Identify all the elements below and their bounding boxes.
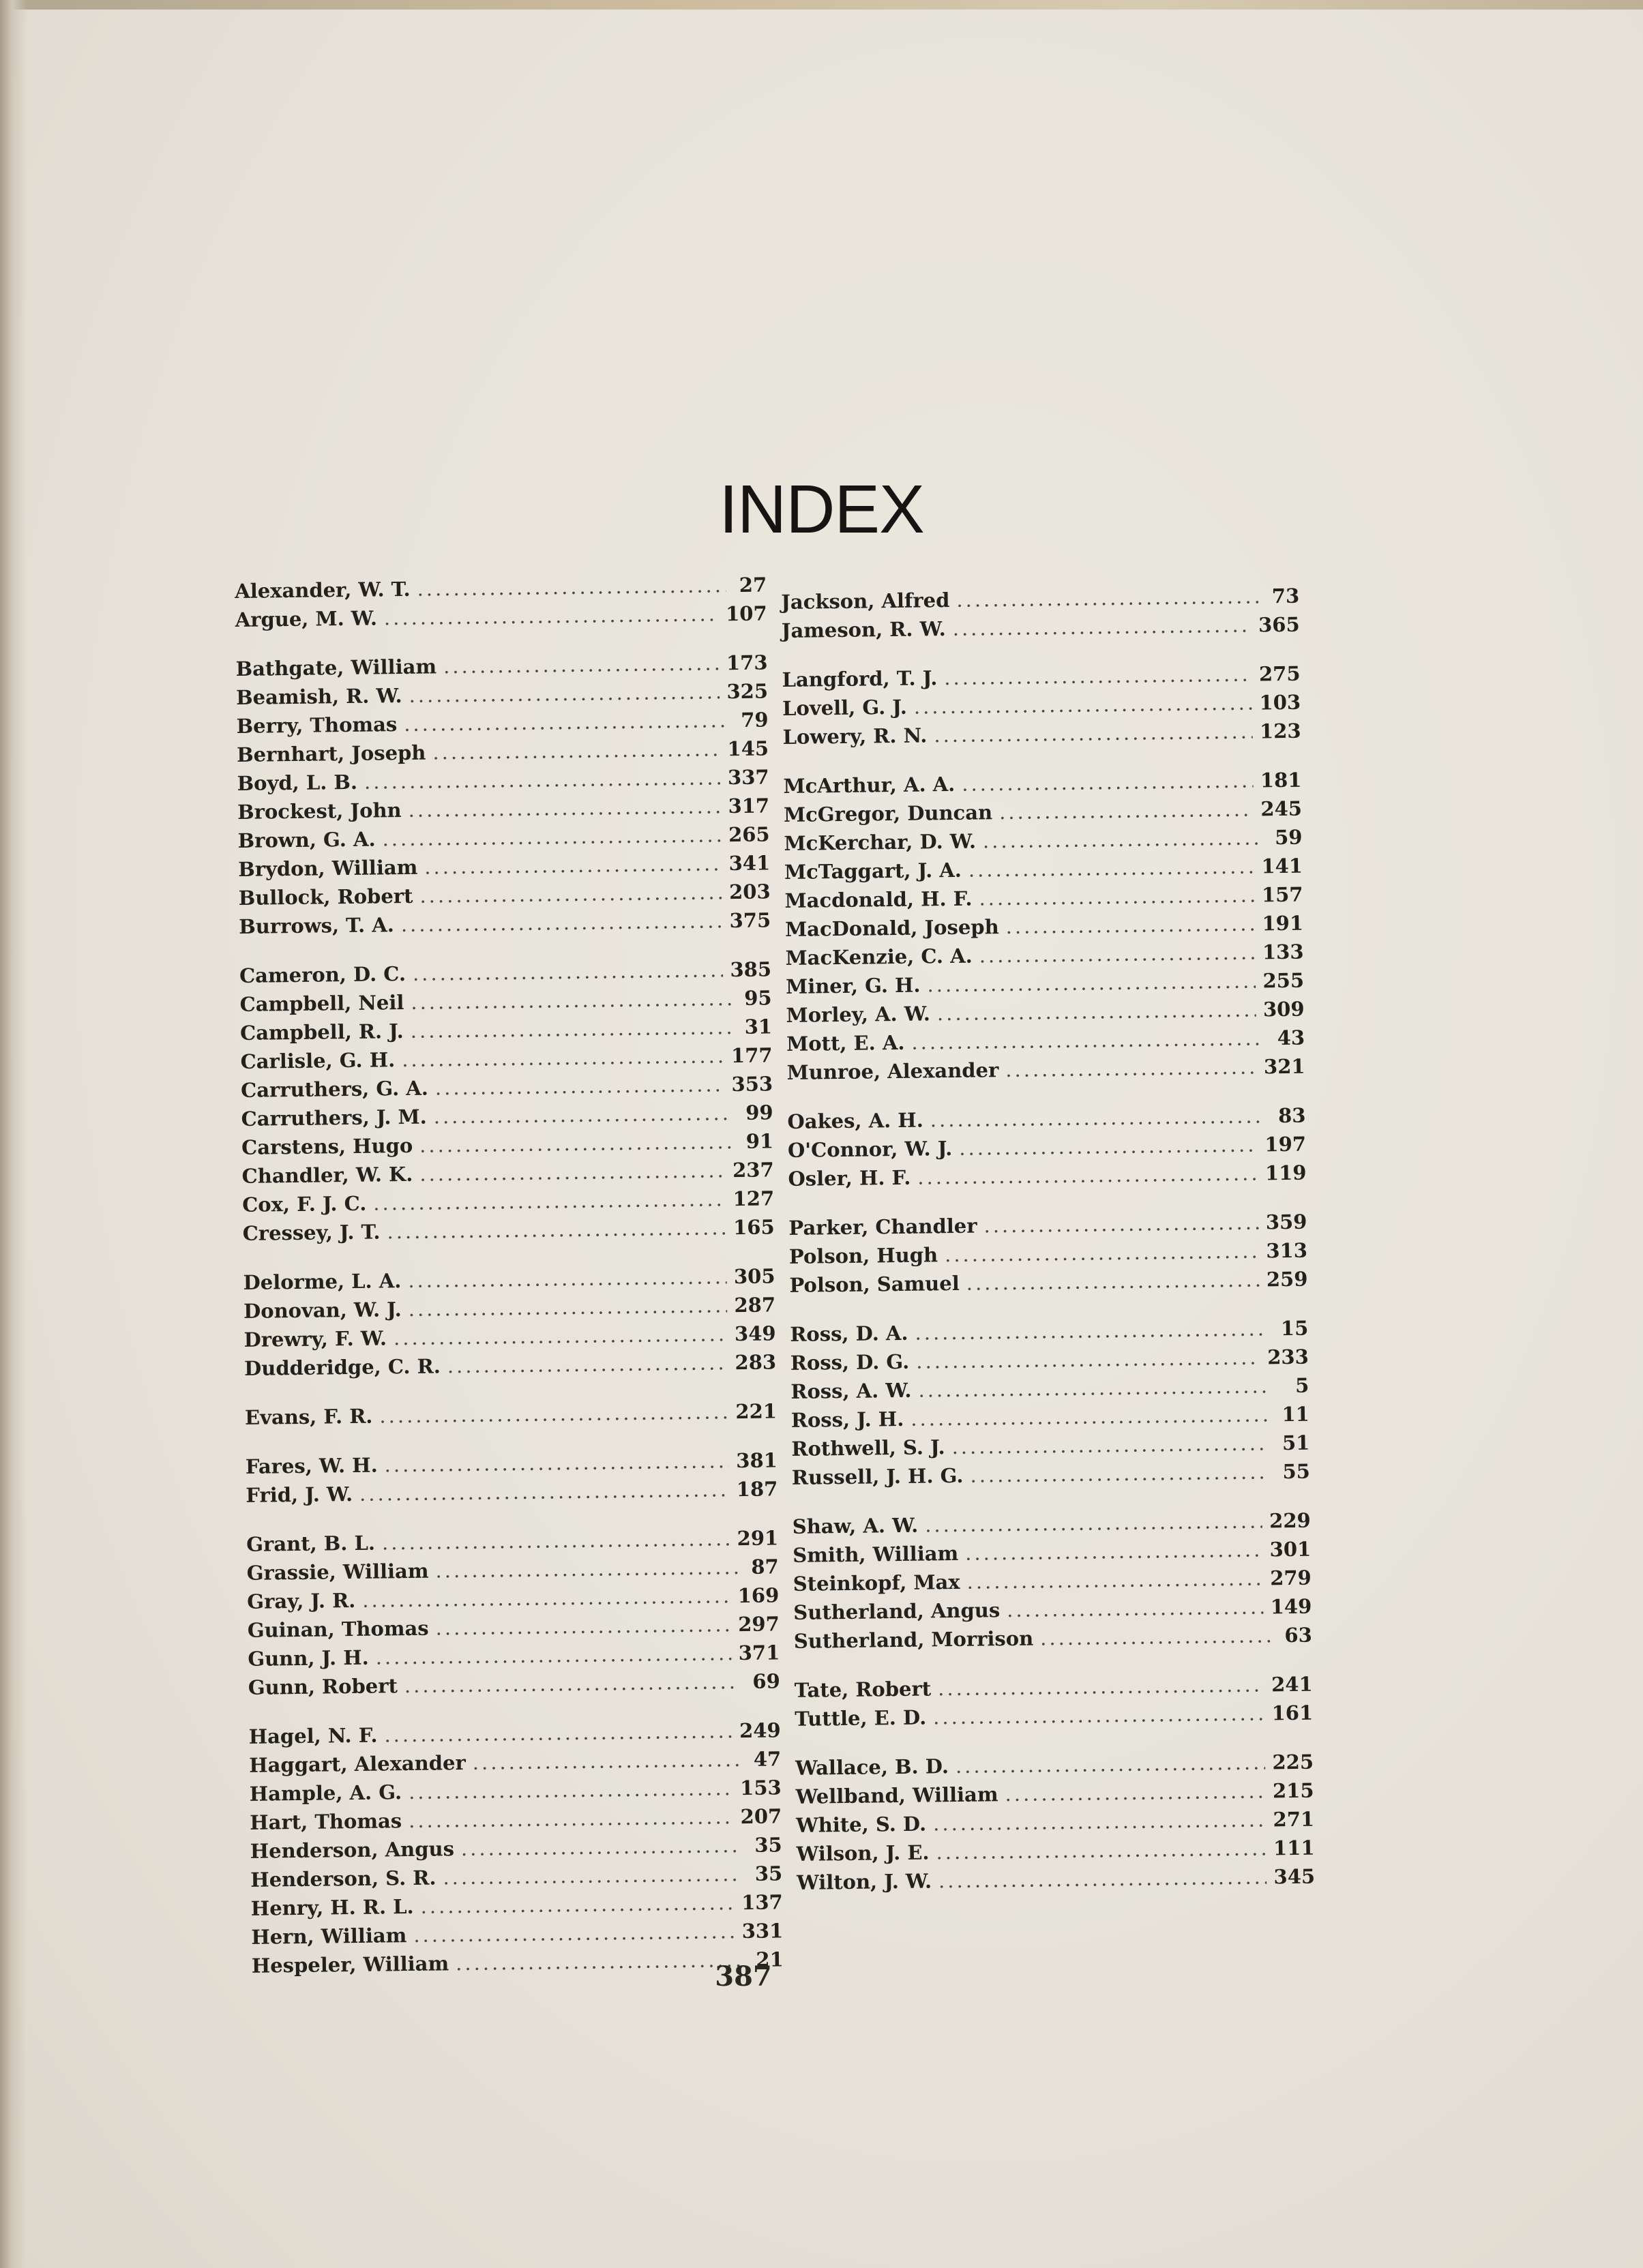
- index-entry-page: 165: [732, 1215, 775, 1240]
- index-entry-page: 325: [726, 679, 769, 704]
- index-entry-name: White, S. D.: [795, 1812, 927, 1837]
- index-entry-page: 309: [1262, 997, 1305, 1021]
- index-entry-name: Bernhart, Joseph: [236, 741, 426, 766]
- dot-leader: [443, 651, 720, 678]
- index-entry-page: 123: [1259, 719, 1301, 743]
- index-entry: [797, 1865, 1315, 1900]
- index-entry-name: MacDonald, Joseph: [784, 915, 999, 941]
- index-entry-page: 353: [731, 1072, 773, 1096]
- index-entry-name: Carstens, Hugo: [241, 1133, 413, 1159]
- dot-leader: [413, 1920, 735, 1947]
- index-letter-group: [246, 1526, 780, 1705]
- index-entry-page: 73: [1271, 584, 1300, 608]
- dot-leader: [956, 1750, 1266, 1778]
- dot-leader: [938, 1865, 1267, 1892]
- index-entry-name: Guinan, Thomas: [247, 1616, 429, 1642]
- index-entry: [786, 1055, 1305, 1090]
- index-entry-name: Beamish, R. W.: [235, 684, 402, 709]
- dot-leader: [937, 998, 1257, 1026]
- index-entry-page: 365: [1258, 612, 1300, 637]
- dot-leader: [951, 1431, 1269, 1459]
- index-entry-page: 215: [1272, 1778, 1314, 1803]
- index-entry-page: 305: [733, 1264, 775, 1289]
- dot-leader: [384, 602, 720, 629]
- dot-leader: [936, 1836, 1267, 1864]
- index-entry-name: Brydon, William: [237, 855, 418, 881]
- index-entry-name: McKerchar, D. W.: [784, 829, 977, 855]
- index-entry-page: 119: [1264, 1161, 1307, 1185]
- dot-leader: [934, 720, 1253, 747]
- dot-leader: [917, 1162, 1258, 1189]
- index-entry-page: 297: [738, 1612, 780, 1637]
- index-entry-name: Ross, D. A.: [790, 1321, 908, 1346]
- dot-leader: [914, 691, 1253, 719]
- dot-leader: [409, 1805, 734, 1832]
- index-entry-page: 313: [1266, 1238, 1308, 1263]
- index-letter-group: [243, 1264, 776, 1386]
- index-column-left: [235, 573, 784, 2003]
- index-entry-name: McGregor, Duncan: [783, 801, 993, 826]
- index-entry-name: Lovell, G. J.: [782, 695, 908, 720]
- index-entry-name: Jackson, Alfred: [781, 588, 950, 614]
- index-entry-page: 331: [741, 1919, 784, 1943]
- index-entry-page: 157: [1261, 882, 1303, 907]
- index-entry-name: Henry, H. R. L.: [250, 1894, 414, 1920]
- dot-leader: [918, 1374, 1268, 1401]
- index-entry-page: 301: [1269, 1537, 1312, 1562]
- index-entry-name: Tuttle, E. D.: [795, 1705, 927, 1731]
- index-entry-name: Ross, J. H.: [790, 1407, 904, 1432]
- index-entry-name: Gunn, Robert: [248, 1674, 398, 1699]
- index-letter-group: [246, 1448, 778, 1512]
- index-entry-name: Frid, J. W.: [246, 1482, 353, 1507]
- dot-leader: [382, 823, 722, 850]
- index-entry-name: Polson, Samuel: [789, 1271, 960, 1297]
- dot-leader: [424, 852, 722, 878]
- dot-leader: [970, 1460, 1269, 1487]
- index-entry-name: Mott, E. A.: [786, 1030, 905, 1056]
- index-entry-name: Berry, Thomas: [236, 713, 398, 738]
- index-entry-name: Hagel, N. F.: [248, 1723, 378, 1748]
- index-entry-page: 375: [729, 908, 771, 933]
- dot-leader: [408, 1265, 727, 1292]
- index-entry-page: 191: [1262, 911, 1304, 936]
- dot-leader: [933, 1701, 1265, 1729]
- index-entry-name: Miner, G. H.: [785, 973, 921, 998]
- index-entry: [239, 908, 771, 944]
- index-entry-name: Hespeler, William: [251, 1952, 449, 1978]
- index-entry-name: Gray, J. R.: [247, 1588, 356, 1613]
- dot-leader: [966, 1268, 1260, 1295]
- index-entry-page: 337: [727, 765, 769, 790]
- index-entry-page: 291: [737, 1526, 779, 1551]
- index-entry-page: 87: [751, 1555, 779, 1579]
- index-entry-page: 133: [1262, 940, 1304, 964]
- index-letter-group: [782, 662, 1301, 754]
- dot-leader: [1005, 1056, 1257, 1082]
- index-letter-group: [235, 651, 771, 943]
- page-number: 387: [715, 1960, 772, 1993]
- index-entry-page: 111: [1273, 1836, 1315, 1860]
- index-entry-name: Steinkopf, Max: [793, 1570, 960, 1596]
- index-entry-page: 283: [735, 1350, 777, 1375]
- index-entry-page: 161: [1271, 1701, 1314, 1725]
- index-entry-page: 31: [744, 1015, 773, 1039]
- index-entry-page: 341: [728, 851, 771, 876]
- dot-leader: [375, 1641, 731, 1669]
- dot-leader: [1007, 1595, 1264, 1622]
- index-entry-page: 69: [752, 1669, 781, 1693]
- index-entry-page: 153: [739, 1776, 782, 1800]
- index-entry-page: 385: [730, 957, 772, 982]
- index-entry: [248, 1669, 780, 1705]
- dot-leader: [409, 680, 720, 707]
- dot-leader: [933, 1808, 1267, 1835]
- index-entry-page: 11: [1282, 1402, 1310, 1427]
- index-entry-page: 241: [1271, 1672, 1313, 1697]
- dot-leader: [419, 1159, 726, 1185]
- dot-leader: [419, 880, 722, 907]
- dot-leader: [915, 1317, 1267, 1344]
- index-entry-name: MacKenzie, C. A.: [785, 944, 973, 970]
- dot-leader: [953, 614, 1252, 640]
- dot-leader: [435, 1555, 738, 1582]
- dot-leader: [925, 1509, 1262, 1536]
- index-entry-name: Carruthers, G. A.: [240, 1076, 429, 1102]
- index-entry-page: 181: [1260, 768, 1302, 792]
- index-entry: [235, 601, 767, 637]
- index-entry: [782, 719, 1301, 754]
- dot-leader: [962, 769, 1254, 796]
- index-entry-name: Macdonald, H. F.: [784, 886, 973, 912]
- dot-leader: [417, 573, 726, 601]
- dot-leader: [447, 1351, 728, 1377]
- index-entry-name: Parker, Chandler: [788, 1214, 977, 1240]
- index-entry-page: 245: [1260, 796, 1303, 821]
- dot-leader: [384, 1719, 732, 1746]
- index-entry-page: 145: [727, 736, 769, 761]
- dot-leader: [432, 737, 721, 764]
- index-entry-page: 79: [741, 708, 769, 732]
- index-entry-name: Brown, G. A.: [237, 827, 376, 852]
- dot-leader: [461, 1834, 741, 1860]
- dot-leader: [387, 1216, 726, 1243]
- index-entry-name: Wilton, J. W.: [796, 1869, 932, 1894]
- index-letter-group: [794, 1673, 1313, 1736]
- index-entry-name: Jameson, R. W.: [781, 617, 946, 642]
- index-entry-name: Boyd, L. B.: [237, 770, 358, 795]
- index-entry-name: Burrows, T. A.: [239, 913, 395, 938]
- page-binding-edge: [0, 0, 27, 2268]
- index-entry-name: Hart, Thomas: [250, 1809, 402, 1834]
- index-entry-page: 43: [1277, 1026, 1305, 1050]
- dot-leader: [1005, 1779, 1266, 1806]
- index-entry-page: 177: [730, 1043, 773, 1068]
- index-entry-page: 259: [1266, 1267, 1308, 1292]
- index-entry: [792, 1460, 1310, 1495]
- index-entry-page: 21: [756, 1948, 784, 1971]
- index-entry: [246, 1477, 778, 1512]
- index-entry-name: Cameron, D. C.: [239, 961, 406, 987]
- index-entry-name: Campbell, Neil: [239, 991, 404, 1016]
- index-entry-name: Argue, M. W.: [235, 606, 378, 631]
- page-top-edge: [0, 0, 1643, 10]
- dot-leader: [938, 1673, 1264, 1700]
- index-entry-page: 95: [743, 986, 772, 1010]
- index-entry-page: 197: [1264, 1132, 1307, 1157]
- index-entry-page: 55: [1282, 1459, 1311, 1484]
- index-entry-page: 287: [734, 1293, 776, 1317]
- index-entry-name: Russell, J. H. G.: [791, 1463, 964, 1489]
- index-letter-group: [249, 1718, 784, 1983]
- dot-leader: [394, 1322, 728, 1349]
- dot-leader: [965, 1538, 1263, 1564]
- dot-leader: [944, 663, 1252, 690]
- index-letter-group: [239, 957, 775, 1250]
- index-entry-page: 271: [1273, 1807, 1315, 1832]
- index-entry-name: Henderson, S. R.: [250, 1866, 436, 1892]
- index-entry-name: Donovan, W. J.: [243, 1298, 402, 1323]
- dot-leader: [983, 826, 1262, 852]
- index-entry-name: Campbell, R. J.: [239, 1019, 404, 1045]
- dot-leader: [409, 1776, 733, 1804]
- index-entry-name: Tate, Robert: [794, 1677, 932, 1702]
- index-entry-name: Cressey, J. T.: [242, 1220, 381, 1245]
- index-entry-page: 237: [732, 1158, 774, 1182]
- index-entry-page: 47: [753, 1747, 782, 1771]
- index-entry-page: 221: [735, 1399, 778, 1424]
- index-entry-page: 381: [736, 1448, 778, 1473]
- index-entry-page: 187: [736, 1477, 778, 1502]
- index-entry-page: 371: [738, 1641, 780, 1665]
- index-entry-name: Gunn, J. H.: [248, 1645, 369, 1671]
- index-entry-name: McArthur, A. A.: [783, 772, 956, 798]
- dot-leader: [373, 1187, 726, 1214]
- dot-leader: [911, 1403, 1269, 1430]
- index-entry-name: Evans, F. R.: [244, 1404, 373, 1429]
- dot-leader: [959, 1133, 1258, 1160]
- dot-leader: [473, 1748, 741, 1774]
- index-entry-name: Langford, T. J.: [782, 666, 938, 691]
- index-entry-name: Henderson, Angus: [250, 1837, 455, 1863]
- dot-leader: [401, 909, 723, 936]
- index-entry-page: 225: [1272, 1750, 1314, 1774]
- index-entry-page: 321: [1263, 1054, 1305, 1079]
- index-entry-name: Wellband, William: [795, 1782, 998, 1808]
- index-entry-name: Ross, D. G.: [790, 1349, 910, 1375]
- index-entry-name: Brockest, John: [237, 799, 402, 824]
- index-entry-page: 15: [1280, 1316, 1309, 1341]
- index-letter-group: [245, 1399, 777, 1435]
- index-entry-page: 265: [728, 822, 770, 847]
- dot-leader: [359, 1478, 730, 1506]
- dot-leader: [364, 766, 721, 793]
- index-entry-name: Fares, W. H.: [245, 1453, 378, 1478]
- dot-leader: [408, 794, 721, 822]
- dot-leader: [911, 1026, 1264, 1054]
- index-entry-page: 35: [754, 1833, 782, 1857]
- dot-leader: [384, 1449, 729, 1476]
- index-entry-page: 349: [734, 1322, 776, 1346]
- index-entry-name: Hample, A. G.: [249, 1780, 402, 1806]
- index-entry-page: 203: [728, 880, 771, 904]
- index-entry-page: 51: [1282, 1431, 1310, 1455]
- index-entry-name: Polson, Hugh: [788, 1243, 938, 1268]
- dot-leader: [404, 1670, 739, 1697]
- dot-leader: [362, 1584, 731, 1612]
- dot-leader: [930, 1104, 1265, 1131]
- dot-leader: [379, 1400, 728, 1427]
- index-entry: [243, 1215, 775, 1251]
- index-entry-name: Munroe, Alexander: [786, 1058, 999, 1084]
- index-entry: [795, 1701, 1313, 1736]
- dot-leader: [411, 1015, 732, 1043]
- dot-leader: [979, 941, 1256, 968]
- dot-leader: [420, 1891, 735, 1918]
- dot-leader: [443, 1862, 741, 1889]
- index-entry-name: Lowery, R. N.: [782, 723, 928, 749]
- index-entry-page: 149: [1270, 1594, 1312, 1619]
- index-entry-page: 173: [726, 651, 768, 675]
- index-entry: [245, 1399, 777, 1435]
- index-entry-name: Drewry, F. W.: [243, 1326, 387, 1352]
- index-entry-name: Grant, B. L.: [246, 1531, 376, 1556]
- index-entry-page: 249: [739, 1718, 781, 1743]
- dot-leader: [966, 1566, 1263, 1593]
- index-letter-group: [783, 769, 1305, 1090]
- index-entry-page: 137: [741, 1890, 783, 1915]
- index-entry: [794, 1624, 1312, 1658]
- index-letter-group: [788, 1210, 1307, 1302]
- index-entry-page: 169: [737, 1583, 780, 1608]
- index-entry-name: Carruthers, J. M.: [241, 1105, 427, 1131]
- dot-leader: [434, 1101, 732, 1128]
- dot-leader: [1040, 1624, 1271, 1650]
- page-title: INDEX: [719, 471, 924, 548]
- index-entry-page: 141: [1261, 854, 1303, 878]
- index-entry-name: Wallace, B. D.: [795, 1755, 949, 1780]
- index-entry-name: Smith, William: [793, 1541, 959, 1567]
- index-letter-group: [235, 573, 767, 637]
- index-letter-group: [790, 1317, 1310, 1495]
- dot-leader: [404, 708, 728, 736]
- dot-leader: [927, 970, 1256, 997]
- dot-leader: [413, 958, 724, 985]
- index-letter-group: [793, 1509, 1313, 1658]
- index-entry-page: 91: [745, 1129, 774, 1153]
- dot-leader: [409, 1294, 728, 1321]
- index-entry-page: 107: [725, 601, 767, 626]
- dot-leader: [945, 1240, 1260, 1267]
- dot-leader: [456, 1948, 743, 1975]
- dot-leader: [956, 584, 1258, 611]
- index-entry-name: Dudderidge, C. R.: [243, 1354, 441, 1380]
- index-entry-name: Ross, A. W.: [790, 1378, 912, 1403]
- index-entry: [782, 613, 1300, 648]
- index-entry-page: 99: [745, 1101, 773, 1124]
- index-entry-name: Hern, William: [251, 1924, 407, 1949]
- index-entry-name: Haggart, Alexander: [249, 1750, 466, 1777]
- index-entry-name: Chandler, W. K.: [241, 1162, 413, 1188]
- index-letter-group: [795, 1750, 1316, 1900]
- dot-leader: [411, 987, 731, 1014]
- index-entry: [244, 1350, 776, 1386]
- index-entry-page: 63: [1284, 1623, 1312, 1647]
- index-entry-name: Alexander, W. T.: [235, 577, 411, 603]
- index-entry-name: Osler, H. F.: [788, 1165, 911, 1191]
- index-entry: [789, 1268, 1307, 1302]
- index-entry-name: Wilson, J. E.: [796, 1840, 930, 1866]
- index-entry-page: 233: [1267, 1345, 1309, 1369]
- index-entry-page: 127: [732, 1187, 775, 1211]
- index-letter-group: [781, 584, 1300, 648]
- dot-leader: [419, 1130, 732, 1157]
- index-entry-name: Sutherland, Morrison: [793, 1626, 1034, 1653]
- index-entry-name: Rothwell, S. J.: [791, 1435, 945, 1461]
- index-entry-page: 59: [1274, 825, 1303, 850]
- index-entry-page: 279: [1269, 1566, 1312, 1590]
- dot-leader: [435, 1073, 725, 1099]
- index-entry-page: 229: [1269, 1508, 1311, 1533]
- dot-leader: [435, 1613, 731, 1639]
- index-entry-page: 103: [1259, 690, 1301, 715]
- index-letter-group: [787, 1104, 1306, 1196]
- index-entry-name: Morley, A. W.: [786, 1002, 931, 1027]
- index-entry-name: Grassie, William: [246, 1559, 429, 1585]
- dot-leader: [983, 1211, 1259, 1238]
- index-entry-name: Cox, F. J. C.: [241, 1191, 367, 1217]
- index-entry-page: 5: [1294, 1373, 1309, 1397]
- dot-leader: [382, 1527, 730, 1554]
- index-entry-name: Oakes, A. H.: [787, 1108, 924, 1133]
- index-entry-page: 35: [754, 1862, 783, 1885]
- index-entry-page: 207: [740, 1804, 782, 1829]
- index-entry-page: 27: [739, 573, 767, 597]
- index-column-right: [781, 584, 1316, 1920]
- index-entry-page: 255: [1262, 968, 1305, 993]
- index-entry-name: McTaggart, J. A.: [784, 858, 962, 884]
- dot-leader: [916, 1345, 1260, 1373]
- index-entry-name: Delorme, L. A.: [243, 1269, 402, 1294]
- dot-leader: [402, 1044, 724, 1071]
- index-entry-page: 359: [1265, 1210, 1307, 1234]
- index-entry-name: Carlisle, G. H.: [240, 1048, 396, 1073]
- index-entry-page: 275: [1258, 661, 1301, 686]
- dot-leader: [999, 798, 1254, 824]
- index-entry-name: O'Connor, W. J.: [787, 1136, 953, 1162]
- dot-leader: [968, 855, 1255, 882]
- dot-leader: [979, 884, 1255, 910]
- index-entry-name: Sutherland, Angus: [793, 1598, 1001, 1624]
- index-entry-page: 317: [728, 794, 770, 818]
- index-entry-name: Shaw, A. W.: [792, 1513, 919, 1538]
- index-entry-page: 345: [1273, 1864, 1316, 1889]
- index-entry-name: Bathgate, William: [235, 655, 437, 681]
- dot-leader: [1005, 912, 1255, 938]
- index-entry-page: 83: [1277, 1103, 1306, 1128]
- index-entry-name: Bullock, Robert: [238, 884, 413, 910]
- index-entry: [788, 1161, 1306, 1196]
